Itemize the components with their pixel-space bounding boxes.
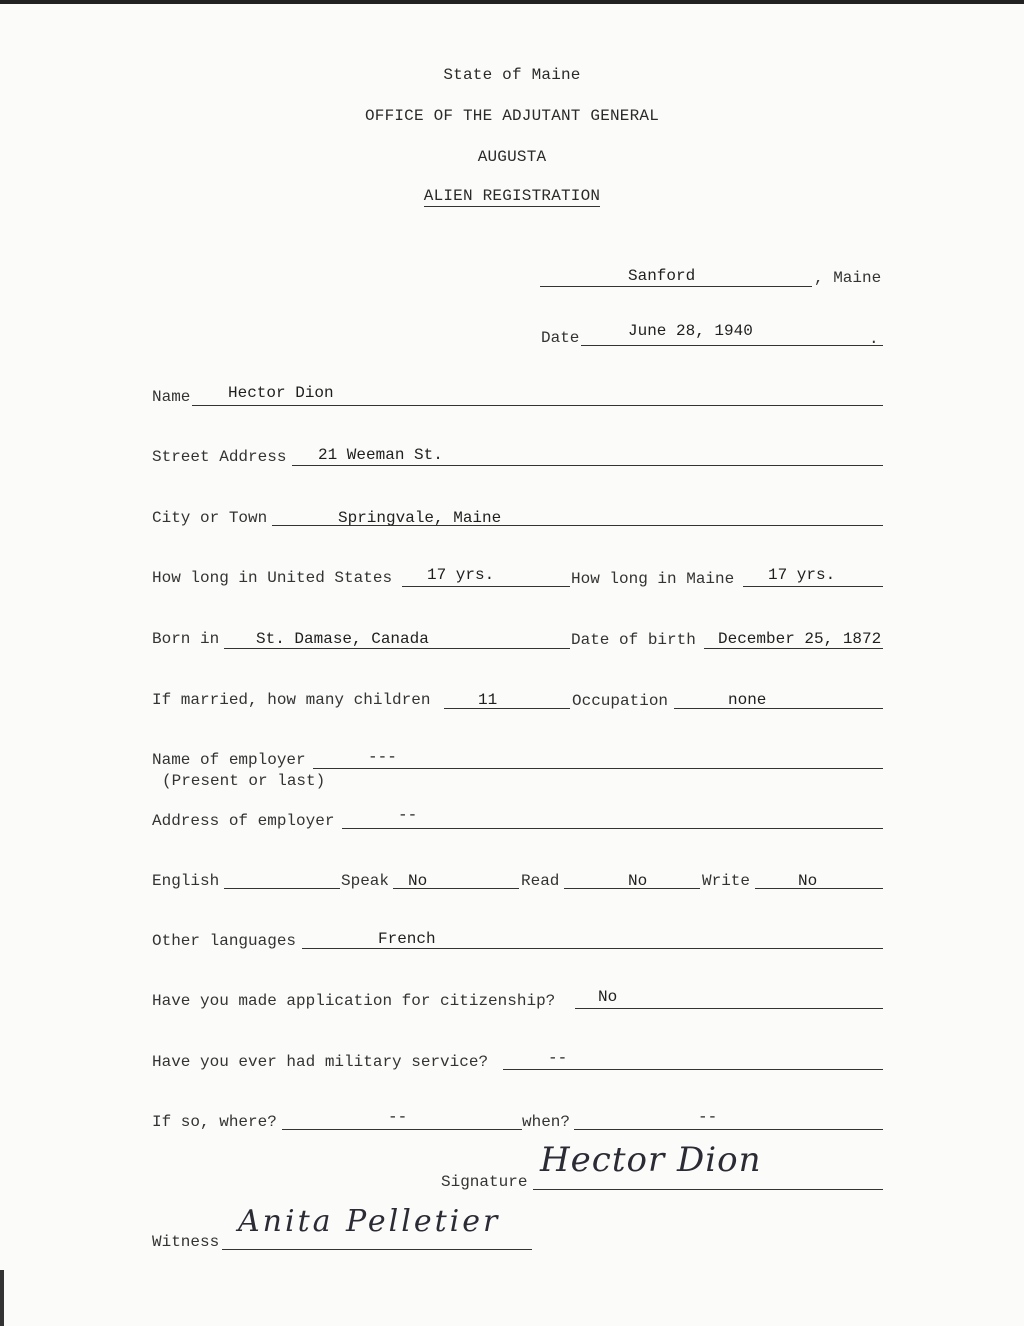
street-label: Street Address — [152, 448, 287, 466]
date-end: . — [869, 330, 879, 348]
write-label: Write — [702, 872, 751, 890]
office-heading: OFFICE OF THE ADJUTANT GENERAL — [364, 107, 660, 125]
date-value: June 28, 1940 — [628, 322, 753, 340]
date-label: Date — [541, 329, 580, 347]
date-line — [581, 345, 883, 346]
employer-label: Name of employer — [152, 751, 306, 769]
other-languages-value: French — [378, 930, 436, 948]
employer-address-value: -- — [398, 806, 418, 824]
place-suffix: , Maine — [814, 269, 882, 287]
occupation-line — [674, 708, 883, 709]
when-label: when? — [522, 1113, 571, 1131]
employer-address-label: Address of employer — [152, 812, 335, 830]
where-label: If so, where? — [152, 1113, 277, 1131]
speak-value: No — [408, 872, 428, 890]
place-line — [540, 286, 812, 287]
read-line — [564, 888, 700, 889]
read-label: Read — [521, 872, 560, 890]
when-value: -- — [698, 1108, 718, 1126]
street-value: 21 Weeman St. — [318, 446, 443, 464]
born-in-line — [224, 648, 570, 649]
write-value: No — [798, 872, 818, 890]
birth-date-line — [704, 648, 883, 649]
scan-top-edge — [0, 0, 1024, 4]
maine-residence-line — [743, 586, 883, 587]
city-town-label: City or Town — [152, 509, 268, 527]
occupation-value: none — [728, 691, 767, 709]
place-value: Sanford — [628, 267, 696, 285]
military-value: -- — [548, 1049, 568, 1067]
employer-sublabel: (Present or last) — [162, 772, 326, 790]
english-label: English — [152, 872, 220, 890]
citizenship-value: No — [598, 988, 618, 1006]
military-label: Have you ever had military service? — [152, 1053, 489, 1071]
employer-address-line — [342, 828, 883, 829]
employer-line — [313, 768, 883, 769]
birth-date-label: Date of birth — [571, 631, 696, 649]
children-line — [444, 708, 570, 709]
witness-handwriting: Anita Pelletier — [238, 1204, 501, 1239]
signature-line — [533, 1189, 883, 1190]
children-value: 11 — [478, 691, 498, 709]
name-label: Name — [152, 388, 191, 406]
born-in-value: St. Damase, Canada — [256, 630, 429, 648]
other-languages-line — [302, 948, 883, 949]
scan-left-edge — [0, 1270, 4, 1326]
signature-handwriting: Hector Dion — [540, 1140, 762, 1180]
us-residence-label: How long in United States — [152, 569, 393, 587]
when-line — [574, 1129, 883, 1130]
english-line — [224, 888, 340, 889]
city-town-value: Springvale, Maine — [338, 509, 502, 527]
citizenship-label: Have you made application for citizenship? — [152, 992, 556, 1010]
us-residence-line — [402, 586, 570, 587]
maine-residence-value: 17 yrs. — [768, 566, 836, 584]
occupation-label: Occupation — [572, 692, 669, 710]
birth-date-value: December 25, 1872 — [718, 630, 882, 648]
street-line — [292, 465, 883, 466]
city-heading: AUGUSTA — [477, 148, 547, 166]
where-line — [282, 1129, 522, 1130]
witness-label: Witness — [152, 1233, 220, 1251]
where-value: -- — [388, 1108, 408, 1126]
born-in-label: Born in — [152, 630, 220, 648]
employer-value: --- — [368, 748, 397, 766]
name-value: Hector Dion — [228, 384, 334, 402]
state-heading: State of Maine — [443, 66, 581, 84]
citizenship-line — [575, 1008, 883, 1009]
name-line — [192, 405, 883, 406]
form-title: ALIEN REGISTRATION — [423, 187, 601, 205]
speak-line — [393, 888, 519, 889]
other-languages-label: Other languages — [152, 932, 297, 950]
us-residence-value: 17 yrs. — [427, 566, 495, 584]
witness-line — [222, 1249, 532, 1250]
read-value: No — [628, 872, 648, 890]
military-line — [503, 1069, 883, 1070]
write-line — [755, 888, 883, 889]
city-town-line — [272, 525, 883, 526]
signature-label: Signature — [441, 1173, 528, 1191]
speak-label: Speak — [341, 872, 390, 890]
children-label: If married, how many children — [152, 691, 431, 709]
maine-residence-label: How long in Maine — [571, 570, 735, 588]
